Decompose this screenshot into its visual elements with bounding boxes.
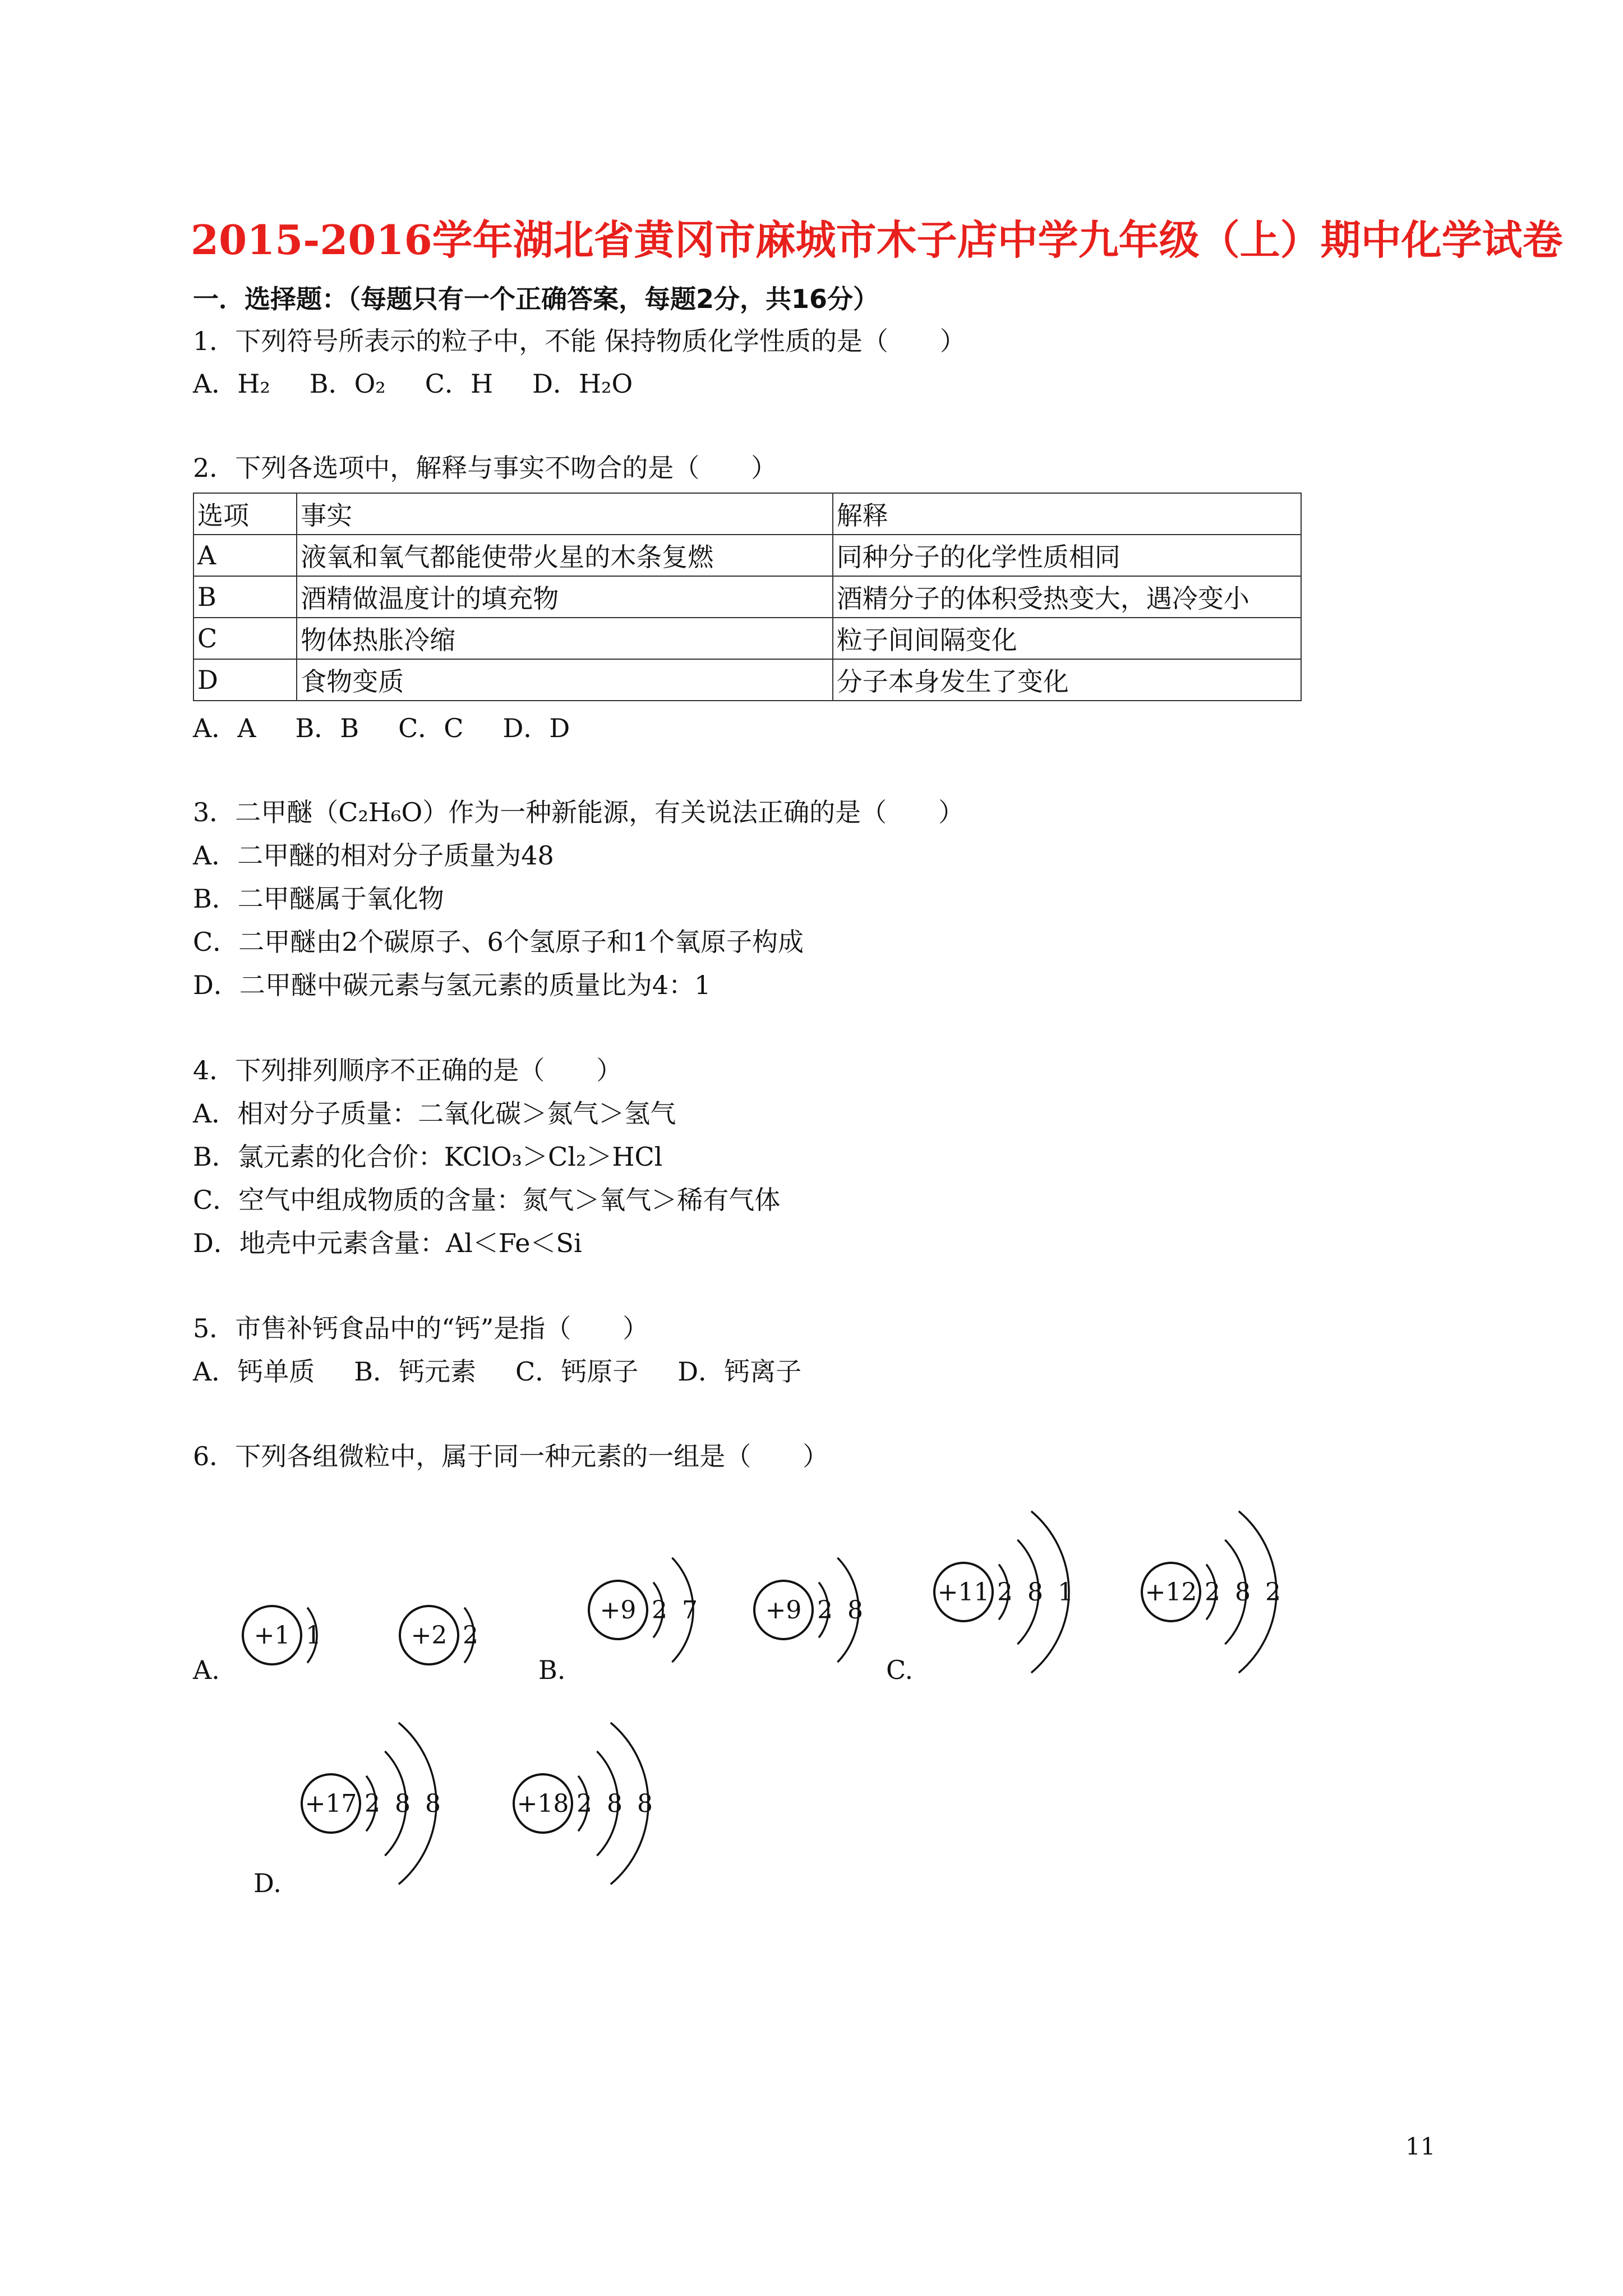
electron-count: 2 <box>817 1596 833 1625</box>
table-row <box>193 535 1301 576</box>
electron-count: 2 <box>365 1789 380 1818</box>
option: B．二甲醚属于氧化物 <box>193 884 444 914</box>
electron-count: 8 <box>395 1789 411 1818</box>
option: D．H₂O <box>532 369 633 399</box>
atom-diagram <box>509 1686 719 1921</box>
atom-diagram <box>750 1492 929 1728</box>
nucleus-charge: +9 <box>600 1596 637 1625</box>
electron-count: 2 <box>1205 1578 1220 1607</box>
electron-count: 8 <box>1235 1578 1251 1607</box>
electron-count: 1 <box>306 1621 321 1650</box>
table-header-row <box>193 493 1301 535</box>
table-cell: 酒精分子的体积受热变大，遇冷变小 <box>833 576 1301 618</box>
table-cell: 分子本身发生了变化 <box>833 659 1301 701</box>
option-label: B. <box>538 1655 566 1685</box>
table-header-cell: 选项 <box>193 493 297 535</box>
option: D．地壳中元素含量：Al＜Fe＜Si <box>193 1228 582 1258</box>
option: A．H₂ <box>193 369 270 399</box>
table-cell: 液氧和氧气都能使带火星的木条复燃 <box>297 535 832 576</box>
electron-count: 2 <box>577 1789 592 1818</box>
table-row <box>193 659 1301 701</box>
nucleus-charge: +1 <box>253 1621 291 1650</box>
question-5-stem: 5．市售补钙食品中的“钙”是指（ ） <box>193 1313 649 1343</box>
electron-count: 8 <box>425 1789 441 1818</box>
question-1-options <box>193 368 672 399</box>
atom-diagram <box>1137 1474 1347 1710</box>
page-number: 11 <box>1405 2133 1436 2160</box>
table-cell: A <box>193 535 297 576</box>
electron-count: 8 <box>1027 1578 1043 1607</box>
electron-count: 8 <box>847 1596 863 1625</box>
table-cell: 食物变质 <box>297 659 832 701</box>
question-4-stem: 4．下列排列顺序不正确的是（ ） <box>193 1055 623 1085</box>
option-label: A. <box>193 1655 220 1685</box>
nucleus-charge: +18 <box>517 1789 569 1818</box>
option: C．空气中组成物质的含量：氮气＞氧气＞稀有气体 <box>193 1185 781 1215</box>
question-1-stem: 1．下列符号所表示的粒子中，不能 保持物质化学性质的是（ ） <box>193 326 966 356</box>
table-cell: D <box>193 659 297 701</box>
table-cell: C <box>193 618 297 659</box>
electron-count: 2 <box>997 1578 1013 1607</box>
exam-title: 2015-2016学年湖北省黄冈市麻城市木子店中学九年级（上）期中化学试卷 <box>191 216 1563 264</box>
option: B．氯元素的化合价：KClO₃＞Cl₂＞HCl <box>193 1142 663 1172</box>
option: B．O₂ <box>309 369 386 399</box>
table-cell: 物体热胀冷缩 <box>297 618 832 659</box>
electron-count: 1 <box>1058 1578 1073 1607</box>
nucleus-charge: +9 <box>765 1596 802 1625</box>
option: D．D <box>502 713 570 743</box>
option-label: C. <box>886 1655 914 1685</box>
option: C．钙原子 <box>515 1356 639 1387</box>
atom-diagram <box>930 1474 1140 1710</box>
nucleus-charge: +2 <box>411 1621 448 1650</box>
electron-count: 8 <box>637 1789 653 1818</box>
table-row <box>193 618 1301 659</box>
table-cell: 酒精做温度计的填充物 <box>297 576 832 618</box>
electron-count: 7 <box>682 1596 698 1625</box>
question-5-options <box>193 1356 841 1387</box>
nucleus-charge: +12 <box>1145 1578 1197 1607</box>
nucleus-charge: +11 <box>937 1578 990 1607</box>
table-row <box>193 576 1301 618</box>
option: D．二甲醚中碳元素与氢元素的质量比为4：1 <box>193 970 711 1000</box>
table-cell: 粒子间间隔变化 <box>833 618 1301 659</box>
option: A．钙单质 <box>193 1356 315 1387</box>
option-label: D. <box>253 1868 282 1898</box>
electron-count: 2 <box>1265 1578 1281 1607</box>
option: C．H <box>425 369 494 399</box>
question-6-stem: 6．下列各组微粒中，属于同一种元素的一组是（ ） <box>193 1441 829 1471</box>
table-cell: B <box>193 576 297 618</box>
electron-count: 2 <box>463 1621 478 1650</box>
facts-table <box>193 493 1302 701</box>
option: B．钙元素 <box>354 1356 477 1387</box>
option: C．C <box>398 713 464 743</box>
atom-diagram <box>297 1686 507 1921</box>
option: C．二甲醚由2个碳原子、6个氢原子和1个氧原子构成 <box>193 927 804 957</box>
electron-count: 8 <box>607 1789 623 1818</box>
question-3-stem: 3．二甲醚（C₂H₆O）作为一种新能源，有关说法正确的是（ ） <box>193 797 965 827</box>
table-cell: 同种分子的化学性质相同 <box>833 535 1301 576</box>
question-2-stem: 2．下列各选项中，解释与事实不吻合的是（ ） <box>193 453 777 483</box>
table-header-cell: 解释 <box>833 493 1301 535</box>
option: A．A <box>193 713 256 743</box>
table-header-cell: 事实 <box>297 493 832 535</box>
section-heading: 一．选择题：（每题只有一个正确答案，每题2分，共16分） <box>193 284 879 314</box>
option: D．钙离子 <box>677 1356 802 1387</box>
option: A．相对分子质量：二氧化碳＞氮气＞氢气 <box>193 1098 676 1129</box>
option: B．B <box>295 713 359 743</box>
nucleus-charge: +17 <box>305 1789 357 1818</box>
electron-count: 2 <box>652 1596 667 1625</box>
question-2-options <box>193 712 609 744</box>
option: A．二甲醚的相对分子质量为48 <box>193 840 554 871</box>
